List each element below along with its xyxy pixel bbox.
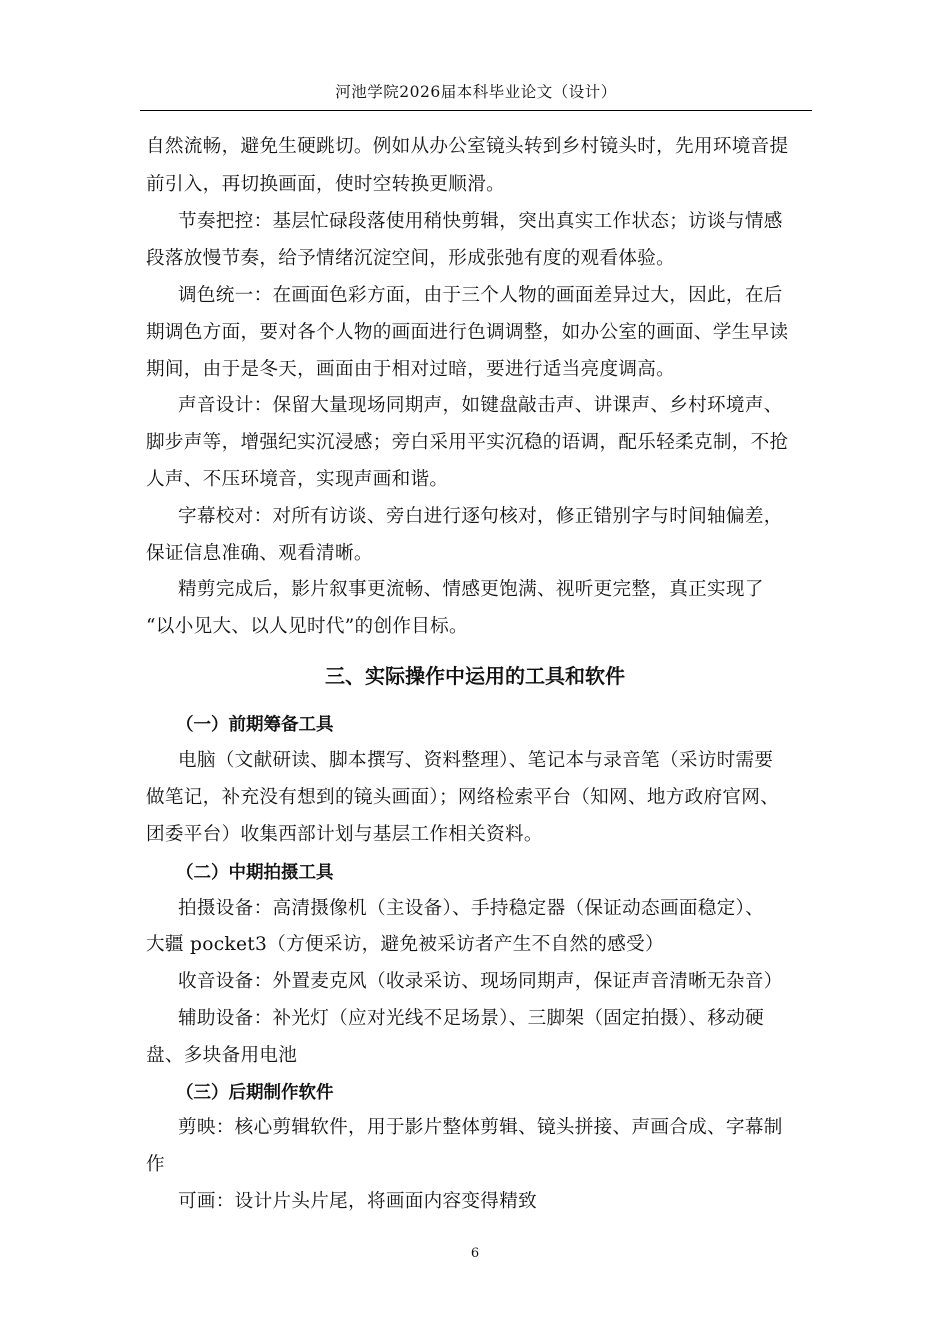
section-heading: 三、实际操作中运用的工具和软件 <box>325 664 625 688</box>
paragraph-line: 人声、不压环境音，实现声画和谐。 <box>146 469 449 490</box>
paragraph-line: 脚步声等，增强纪实沉浸感；旁白采用平实沉稳的语调，配乐轻柔克制，不抢 <box>146 432 789 453</box>
page-number: 6 <box>470 1246 480 1261</box>
header-divider <box>140 110 812 111</box>
paragraph-line: 做笔记，补充没有想到的镜头画面）；网络检索平台（知网、地方政府官网、 <box>146 787 780 808</box>
paragraph-line: “以小见大、以人见时代”的创作目标。 <box>146 616 468 637</box>
subsection-heading: （二）中期拍摄工具 <box>176 863 334 883</box>
paragraph-line: 盘、多块备用电池 <box>146 1045 298 1066</box>
paragraph-line: 电脑（文献研读、脚本撰写、资料整理）、笔记本与录音笔（采访时需要 <box>178 750 774 771</box>
paragraph-line: 辅助设备：补光灯（应对光线不足场景）、三脚架（固定拍摄）、移动硬 <box>178 1008 765 1029</box>
paragraph-line: 期调色方面，要对各个人物的画面进行色调调整，如办公室的画面、学生早读 <box>146 322 789 343</box>
paragraph-line: 声音设计：保留大量现场同期声，如键盘敲击声、讲课声、乡村环境声、 <box>178 395 783 416</box>
paragraph-line: 可画：设计片头片尾，将画面内容变得精致 <box>178 1191 537 1212</box>
paragraph-line: 节奏把控：基层忙碌段落使用稍快剪辑，突出真实工作状态；访谈与情感 <box>178 211 783 232</box>
paragraph-line: 期间，由于是冬天，画面由于相对过暗，要进行适当亮度调高。 <box>146 359 676 380</box>
paragraph-line: 段落放慢节奏，给予情绪沉淀空间，形成张弛有度的观看体验。 <box>146 248 676 269</box>
paragraph-line: 剪映：核心剪辑软件，用于影片整体剪辑、镜头拼接、声画合成、字幕制 <box>178 1117 783 1138</box>
subsection-heading: （三）后期制作软件 <box>176 1083 334 1103</box>
paragraph-line: 收音设备：外置麦克风（收录采访、现场同期声，保证声音清晰无杂音） <box>178 971 783 992</box>
paragraph-line: 拍摄设备：高清摄像机（主设备）、手持稳定器（保证动态画面稳定）、 <box>178 898 765 919</box>
paragraph-line: 精剪完成后，影片叙事更流畅、情感更饱满、视听更完整，真正实现了 <box>178 579 764 600</box>
paragraph-line: 前引入，再切换画面，使时空转换更顺滑。 <box>146 174 505 195</box>
paragraph-line: 大疆 pocket3（方便采访，避免被采访者产生不自然的感受） <box>146 934 664 955</box>
paragraph-line: 作 <box>146 1154 165 1175</box>
paragraph-line: 自然流畅，避免生硬跳切。例如从办公室镜头转到乡村镜头时，先用环境音提 <box>146 136 789 157</box>
page-header: 河池学院2026届本科毕业论文（设计） <box>335 83 617 101</box>
paragraph-line: 保证信息准确、观看清晰。 <box>146 543 373 564</box>
paragraph-line: 团委平台）收集西部计划与基层工作相关资料。 <box>146 824 543 845</box>
subsection-heading: （一）前期筹备工具 <box>176 715 334 735</box>
paragraph-line: 字幕校对：对所有访谈、旁白进行逐句核对，修正错别字与时间轴偏差， <box>178 506 783 527</box>
paragraph-line: 调色统一：在画面色彩方面，由于三个人物的画面差异过大，因此，在后 <box>178 285 783 306</box>
